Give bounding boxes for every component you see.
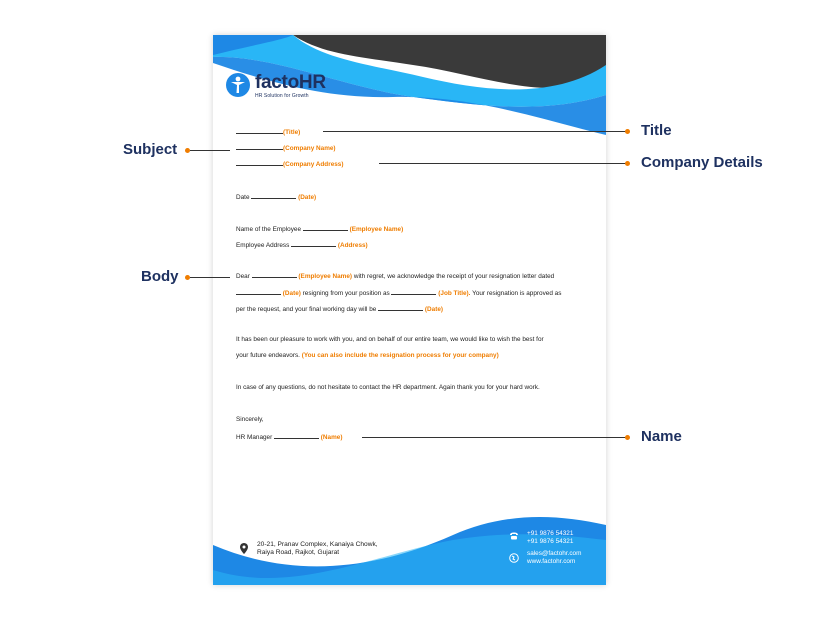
title-line xyxy=(236,127,300,137)
brand-logo-icon xyxy=(226,73,250,97)
company-name-placeholder: (Company Name) xyxy=(283,145,336,152)
callout-name-connector xyxy=(362,437,628,438)
brand-tagline: HR Solution for Growth xyxy=(255,93,309,99)
employee-name-line xyxy=(236,224,403,234)
footer-phones: +91 9876 54321 +91 9876 54321 xyxy=(527,530,574,545)
callout-subject: Subject xyxy=(123,141,178,158)
callout-company-details-connector xyxy=(379,163,628,164)
date-line xyxy=(236,192,316,202)
closing-line: Sincerely, xyxy=(236,416,264,423)
employee-address-label: Employee Address xyxy=(236,242,290,249)
callout-name-dot xyxy=(625,435,630,440)
callout-title-dot xyxy=(625,129,630,134)
signoff-line xyxy=(236,432,342,442)
globe-icon xyxy=(509,553,519,563)
brand-name: factoHR xyxy=(255,72,326,93)
callout-name: Name xyxy=(641,428,682,445)
callout-body: Body xyxy=(141,268,179,285)
location-pin-icon xyxy=(240,543,248,554)
employee-address-line xyxy=(236,240,368,250)
body-line-6: In case of any questions, do not hesitate to contact the HR department. Again thank you for your hard work. xyxy=(236,384,540,391)
body-line-2: (Date) resigning from your position as (Job Title). Your resignation is approved as xyxy=(236,288,561,298)
footer-email[interactable]: sales@factohr.com xyxy=(527,550,582,557)
company-address-line xyxy=(236,159,343,169)
body-line-1: Dear (Employee Name) with regret, we acknowledge the receipt of your resignation letter dated xyxy=(236,273,555,280)
footer-contact-web xyxy=(527,550,581,566)
body-line-4: It has been our pleasure to work with you, and on behalf of our entire team, we would like to wish the best for xyxy=(236,336,544,343)
employee-name-placeholder: (Employee Name) xyxy=(349,226,404,233)
signoff-label: HR Manager xyxy=(236,434,273,441)
footer-address: 20-21, Pranav Complex, Kanaiya Chowk, Raiya Road, Rajkot, Gujarat xyxy=(257,541,378,556)
callout-company-details: Company Details xyxy=(641,154,763,171)
phone-icon xyxy=(509,532,519,540)
signoff-placeholder: (Name) xyxy=(320,434,343,441)
callout-subject-dot xyxy=(185,148,190,153)
company-name-line xyxy=(236,143,336,153)
callout-title: Title xyxy=(641,122,672,139)
title-placeholder: (Title) xyxy=(283,129,301,136)
company-address-placeholder: (Company Address) xyxy=(283,161,344,168)
employee-address-placeholder: (Address) xyxy=(337,242,368,249)
callout-company-details-dot xyxy=(625,161,630,166)
employee-name-label: Name of the Employee xyxy=(236,226,302,233)
callout-body-dot xyxy=(185,275,190,280)
callout-body-connector xyxy=(190,277,230,278)
footer-website[interactable]: www.factohr.com xyxy=(527,558,576,565)
brand-logo xyxy=(226,73,326,99)
body-line-3: per the request, and your final working day will be (Date) xyxy=(236,306,443,313)
body-line-5: your future endeavors. (You can also include the resignation process for your company) xyxy=(236,352,499,359)
callout-subject-connector xyxy=(190,150,230,151)
letter-page xyxy=(213,35,606,585)
callout-title-connector xyxy=(323,131,628,132)
date-placeholder: (Date) xyxy=(298,194,317,201)
date-label: Date xyxy=(236,194,250,201)
